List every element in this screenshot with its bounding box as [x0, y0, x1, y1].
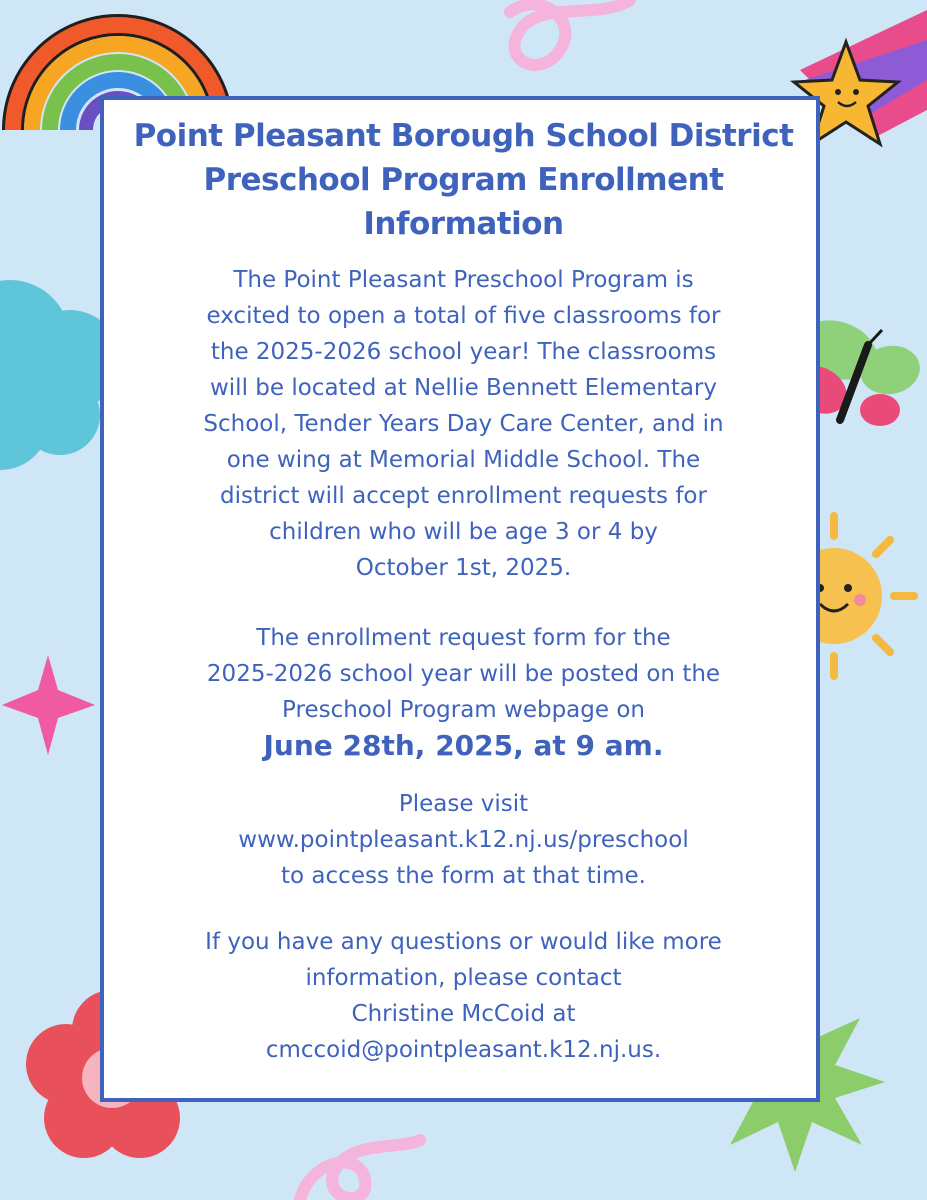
form-notice-line: 2025-2026 school year will be posted on the — [206, 661, 721, 687]
contact-line: Christine McCoid at — [351, 1001, 576, 1027]
contact-line: information, please contact — [305, 965, 622, 991]
intro-line: October 1st, 2025. — [355, 555, 572, 581]
title-line: Preschool Program Enrollment — [203, 162, 724, 198]
contact-line: If you have any questions or would like more — [205, 929, 722, 955]
contact-paragraph — [100, 924, 827, 1068]
form-notice-line: Preschool Program webpage on — [282, 697, 645, 723]
intro-line: School, Tender Years Day Care Center, and in — [203, 411, 724, 437]
page-title — [100, 114, 827, 246]
sparkle-icon — [2, 655, 95, 755]
form-notice-paragraph — [100, 620, 827, 764]
squiggle-bottom-icon — [300, 1140, 420, 1200]
intro-line: children who will be age 3 or 4 by — [269, 519, 658, 545]
intro-line: the 2025-2026 school year! The classrooms — [210, 339, 717, 365]
form-notice-line: The enrollment request form for the — [256, 625, 671, 651]
intro-paragraph — [100, 262, 827, 586]
intro-line: will be located at Nellie Bennett Elementary — [209, 375, 717, 401]
squiggle-top-icon — [510, 0, 630, 65]
preschool-url-link[interactable]: www.pointpleasant.k12.nj.us/preschool — [238, 827, 689, 853]
intro-line: district will accept enrollment requests for — [220, 483, 707, 509]
visit-paragraph — [100, 786, 827, 894]
title-line: Information — [363, 206, 564, 242]
visit-suffix: to access the form at that time. — [281, 863, 646, 889]
title-line: Point Pleasant Borough School District — [133, 118, 794, 154]
posting-date: June 28th, 2025, at 9 am. — [263, 729, 664, 762]
contact-email-link[interactable]: cmccoid@pointpleasant.k12.nj.us. — [265, 1037, 662, 1063]
intro-line: excited to open a total of five classrooms for — [206, 303, 721, 329]
intro-line: The Point Pleasant Preschool Program is — [233, 267, 694, 293]
intro-line: one wing at Memorial Middle School. The — [226, 447, 701, 473]
visit-label: Please visit — [398, 791, 529, 817]
